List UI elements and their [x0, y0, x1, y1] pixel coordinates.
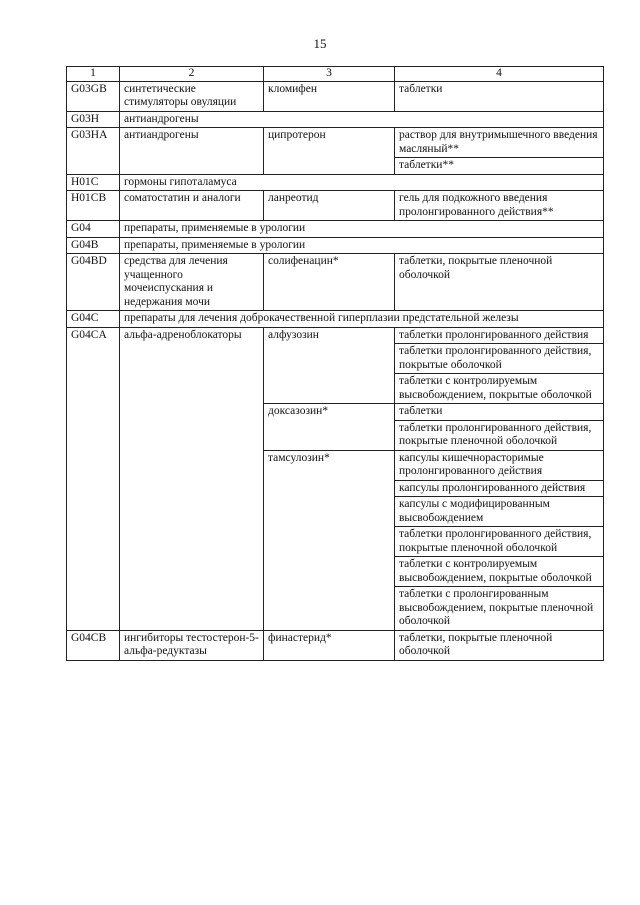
atc-code: H01CB: [67, 191, 120, 221]
atc-code: G04CA: [67, 327, 120, 630]
dosage-form: капсулы кишечнорасторимые пролонгированного действия: [399, 451, 544, 477]
group-name: синтетические стимуляторы овуляции: [120, 81, 264, 111]
table-row: [67, 630, 604, 660]
table-row: [67, 128, 604, 175]
drug-name: алфузозин: [264, 327, 395, 404]
header-col-4: 4: [395, 67, 604, 82]
header-col-3: 3: [264, 67, 395, 82]
drug-classification-table: [66, 66, 604, 661]
dosage-form: гель для подкожного введения пролонгированного действия**: [395, 191, 604, 221]
group-name: антиандрогены: [120, 111, 604, 128]
header-col-2: 2: [120, 67, 264, 82]
dosage-form-list: [395, 327, 604, 404]
table-row: [67, 174, 604, 191]
group-name: антиандрогены: [120, 128, 264, 175]
dosage-form-list: [395, 450, 604, 630]
dosage-form: таблетки, покрытые пленочной оболочкой: [395, 254, 604, 311]
atc-code: G04C: [67, 311, 120, 328]
table-header-row: [67, 67, 604, 82]
drug-name: ланреотид: [264, 191, 395, 221]
dosage-form: таблетки пролонгированного действия, покрытые оболочкой: [395, 343, 603, 373]
header-col-1: 1: [67, 67, 120, 82]
group-name: гормоны гипоталамуса: [120, 174, 604, 191]
atc-code: G04CB: [67, 630, 120, 660]
group-name: ингибиторы тестостерон-5-альфа-редуктазы: [120, 630, 264, 660]
drug-name: кломифен: [264, 81, 395, 111]
dosage-form: таблетки пролонгированного действия: [399, 328, 589, 341]
table-row: [67, 327, 604, 404]
atc-code: G04BD: [67, 254, 120, 311]
drug-name: тамсулозин*: [264, 450, 395, 630]
group-name: альфа-адреноблокаторы: [120, 327, 264, 630]
dosage-form: таблетки**: [395, 157, 603, 174]
atc-code: G04: [67, 221, 120, 238]
group-name: соматостатин и аналоги: [120, 191, 264, 221]
table-row: [67, 311, 604, 328]
dosage-form: таблетки с контролируемым высвобождением, покрытые оболочкой: [395, 373, 603, 403]
group-name: препараты, применяемые в урологии: [120, 221, 604, 238]
dosage-form: таблетки с пролонгированным высвобождением, покрытые пленочной оболочкой: [395, 586, 603, 630]
table-row: [67, 81, 604, 111]
drug-name: солифенацин*: [264, 254, 395, 311]
drug-name: финастерид*: [264, 630, 395, 660]
dosage-form: раствор для внутримышечного введения масляный**: [399, 129, 598, 155]
table-row: [67, 237, 604, 254]
dosage-form: таблетки, покрытые пленочной оболочкой: [395, 630, 604, 660]
group-name: средства для лечения учащенного мочеиспускания и недержания мочи: [120, 254, 264, 311]
atc-code: G04B: [67, 237, 120, 254]
dosage-form: таблетки с контролируемым высвобождением, покрытые оболочкой: [395, 556, 603, 586]
table-row: [67, 254, 604, 311]
atc-code: H01C: [67, 174, 120, 191]
dosage-form: капсулы пролонгированного действия: [395, 480, 603, 497]
group-name: препараты для лечения доброкачественной гиперплазии предстательной железы: [120, 311, 604, 328]
table-row: [67, 221, 604, 238]
dosage-form: таблетки: [399, 405, 443, 417]
atc-code: G03GB: [67, 81, 120, 111]
table-row: [67, 191, 604, 221]
dosage-form-list: [395, 404, 604, 451]
dosage-form: таблетки пролонгированного действия, покрытые пленочной оболочкой: [395, 526, 603, 556]
drug-name: доксазозин*: [264, 404, 395, 451]
group-name: препараты, применяемые в урологии: [120, 237, 604, 254]
atc-code: G03H: [67, 111, 120, 128]
dosage-form: капсулы с модифицированным высвобождением: [395, 496, 603, 526]
page-number: 15: [313, 36, 327, 51]
dosage-form-list: [395, 128, 604, 175]
table-row: [67, 111, 604, 128]
dosage-form: таблетки пролонгированного действия, покрытые пленочной оболочкой: [395, 420, 603, 450]
drug-name: ципротерон: [264, 128, 395, 175]
atc-code: G03HA: [67, 128, 120, 175]
dosage-form: таблетки: [395, 81, 604, 111]
